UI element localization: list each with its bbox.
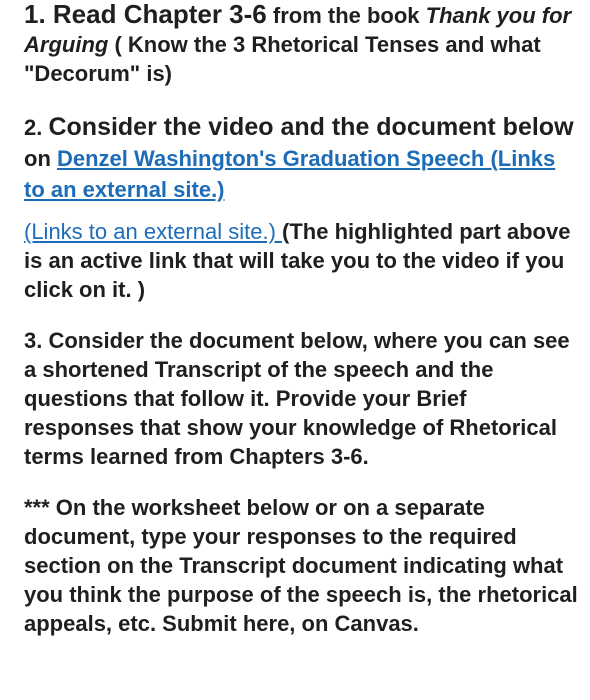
step-1-note: ( Know the 3 Rhetorical Tenses and what "Decorum" is): [24, 32, 541, 86]
step-3-paragraph: 3. Consider the document below, where you can see a shortened Transcript of the speech and the questions that follow it. Provide your Brief responses that show your knowledge of Rhetorical terms learned from Chapters 3-6.: [24, 328, 570, 469]
assignment-instructions: [24, 0, 580, 638]
step-2-heading: Consider the video and the document below: [48, 113, 574, 141]
external-site-link[interactable]: (Links to an external site.): [24, 219, 283, 244]
step-2-extra-paragraph: [24, 217, 580, 304]
active-link-note: (The highlighted part above is an active link that will take you to the video if you click on it. ): [24, 219, 571, 302]
step-2-paragraph: [24, 112, 580, 205]
step-1-paragraph: [24, 0, 580, 88]
step-2-number: 2.: [24, 115, 49, 140]
step-2-on-text: on: [24, 146, 57, 171]
book-title: Thank you for Arguing: [24, 3, 572, 57]
speech-video-link[interactable]: Denzel Washington's Graduation Speech (Links to an external site.): [24, 146, 556, 202]
step-1-title: 1. Read Chapter 3-6: [24, 0, 267, 29]
step-4-paragraph: *** On the worksheet below or on a separate document, type your responses to the required section on the Transcript document indicating what you think the purpose of the speech is, the rhetorical appeals, etc. Submit here, on Canvas.: [24, 495, 578, 636]
step-1-from-text: from the book: [266, 3, 426, 28]
